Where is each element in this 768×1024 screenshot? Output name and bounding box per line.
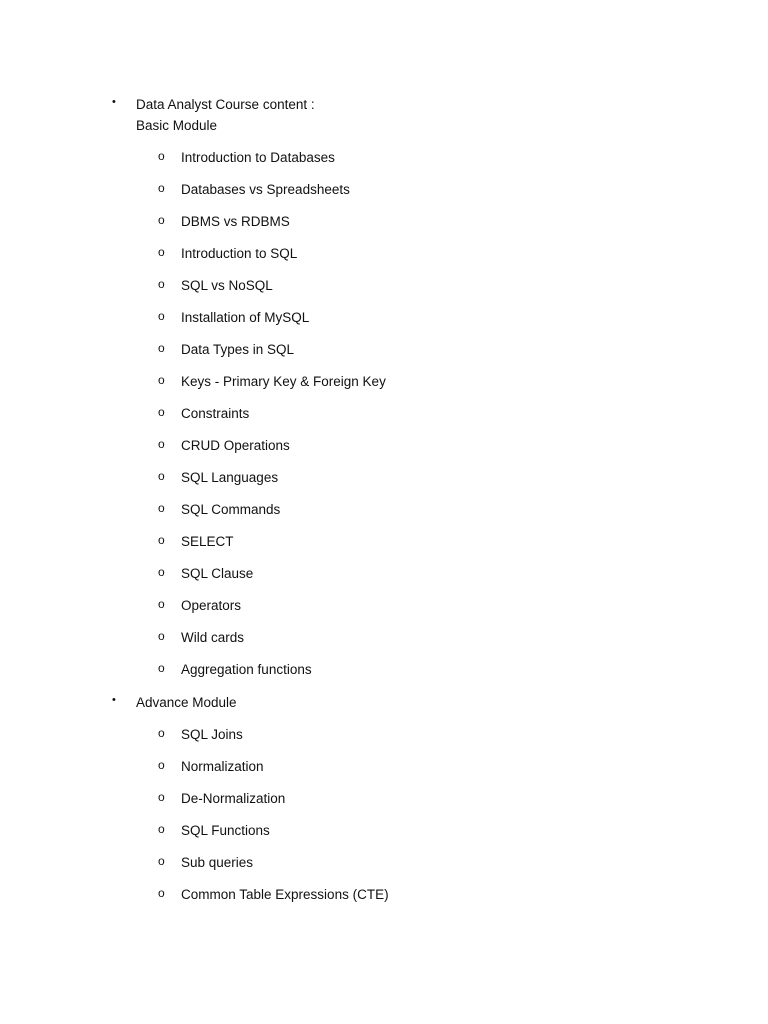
list-item-label: SQL Commands	[181, 502, 281, 517]
list-item-label: SELECT	[181, 534, 234, 549]
section-title: Advance Module	[136, 695, 237, 710]
list-item	[0, 627, 700, 659]
list-item	[0, 563, 700, 595]
list-item	[0, 435, 700, 467]
list-item	[0, 179, 700, 211]
list-item	[0, 339, 700, 371]
circle-bullet-icon: o	[158, 501, 165, 515]
list-item-label: SQL Clause	[181, 566, 254, 581]
circle-bullet-icon: o	[158, 565, 165, 579]
list-item-label: Normalization	[181, 759, 264, 774]
list-item-label: Wild cards	[181, 630, 245, 645]
list-item	[0, 275, 700, 307]
list-item-label: SQL vs NoSQL	[181, 278, 273, 293]
list-item-label: Introduction to SQL	[181, 246, 298, 261]
circle-bullet-icon: o	[158, 726, 165, 740]
list-item	[0, 147, 700, 179]
list-item-label: SQL Joins	[181, 727, 243, 742]
list-item-label: CRUD Operations	[181, 438, 290, 453]
list-item-label: SQL Functions	[181, 823, 270, 838]
list-item-label: Keys - Primary Key & Foreign Key	[181, 374, 386, 389]
list-item-label: Common Table Expressions (CTE)	[181, 887, 389, 902]
circle-bullet-icon: o	[158, 277, 165, 291]
list-item	[0, 403, 700, 435]
circle-bullet-icon: o	[158, 822, 165, 836]
bullet-icon: •	[112, 96, 116, 108]
list-item-label: DBMS vs RDBMS	[181, 214, 290, 229]
list-item-label: SQL Languages	[181, 470, 279, 485]
circle-bullet-icon: o	[158, 597, 165, 611]
circle-bullet-icon: o	[158, 661, 165, 675]
list-item	[0, 788, 700, 820]
list-item	[0, 307, 700, 339]
list-item-label: Introduction to Databases	[181, 150, 335, 165]
circle-bullet-icon: o	[158, 469, 165, 483]
section-advance-module	[0, 692, 700, 916]
list-item	[0, 595, 700, 627]
list-item	[0, 756, 700, 788]
circle-bullet-icon: o	[158, 405, 165, 419]
circle-bullet-icon: o	[158, 373, 165, 387]
circle-bullet-icon: o	[158, 245, 165, 259]
list-item	[0, 211, 700, 243]
list-item-label: Installation of MySQL	[181, 310, 310, 325]
list-item-label: Sub queries	[181, 855, 254, 870]
bullet-icon: •	[112, 694, 116, 706]
course-title: Data Analyst Course content :	[136, 97, 315, 112]
circle-bullet-icon: o	[158, 629, 165, 643]
circle-bullet-icon: o	[158, 213, 165, 227]
section-basic-module	[0, 94, 700, 691]
circle-bullet-icon: o	[158, 309, 165, 323]
list-item	[0, 531, 700, 563]
circle-bullet-icon: o	[158, 149, 165, 163]
circle-bullet-icon: o	[158, 758, 165, 772]
list-item	[0, 852, 700, 884]
course-outline	[0, 94, 700, 916]
list-item-label: Constraints	[181, 406, 250, 421]
section-title: Basic Module	[136, 118, 218, 133]
list-item	[0, 499, 700, 531]
list-item-label: Databases vs Spreadsheets	[181, 182, 350, 197]
circle-bullet-icon: o	[158, 437, 165, 451]
basic-module-topics	[0, 147, 700, 691]
list-item	[0, 659, 700, 691]
list-item	[0, 884, 700, 916]
list-item-label: Operators	[181, 598, 242, 613]
list-item	[0, 820, 700, 852]
list-item	[0, 724, 700, 756]
circle-bullet-icon: o	[158, 854, 165, 868]
list-item	[0, 243, 700, 275]
list-item-label: Data Types in SQL	[181, 342, 295, 357]
circle-bullet-icon: o	[158, 790, 165, 804]
circle-bullet-icon: o	[158, 886, 165, 900]
circle-bullet-icon: o	[158, 341, 165, 355]
advance-module-topics	[0, 724, 700, 916]
circle-bullet-icon: o	[158, 181, 165, 195]
circle-bullet-icon: o	[158, 533, 165, 547]
list-item-label: Aggregation functions	[181, 662, 312, 677]
list-item	[0, 371, 700, 403]
list-item	[0, 467, 700, 499]
list-item-label: De-Normalization	[181, 791, 286, 806]
